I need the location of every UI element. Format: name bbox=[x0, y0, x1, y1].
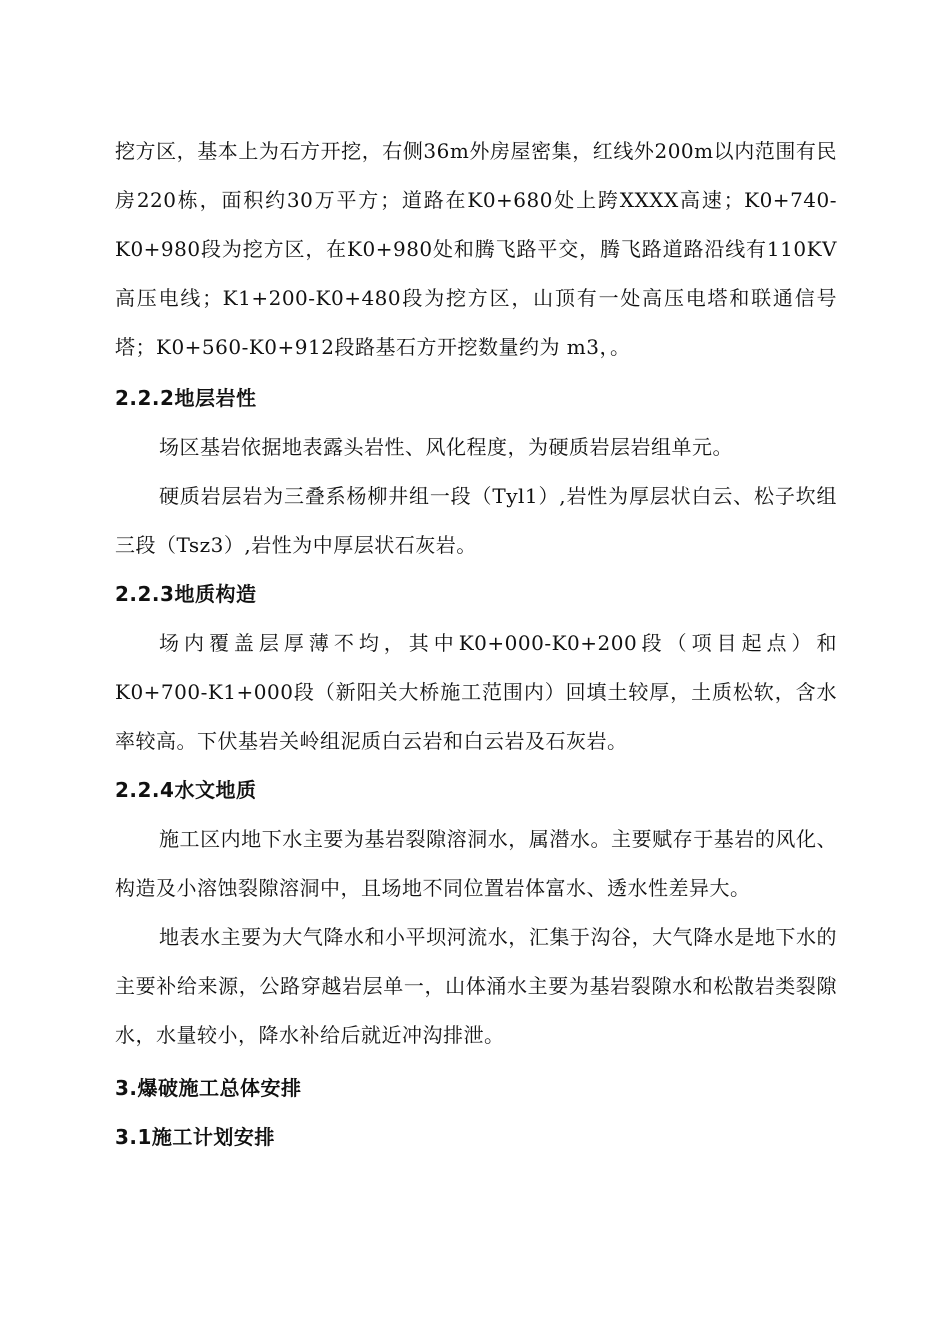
paragraph-overburden-description: 场内覆盖层厚薄不均，其中K0+000-K0+200段（项目起点）和K0+700-K1+000段（新阳关大桥施工范围内）回填土较厚，土质松软，含水率较高。下伏基岩关岭组泥质白云岩和白云岩及石灰岩。 bbox=[115, 631, 837, 753]
paragraph-groundwater: 施工区内地下水主要为基岩裂隙溶洞水，属潜水。主要赋存于基岩的风化、构造及小溶蚀裂隙溶洞中，且场地不同位置岩体富水、透水性差异大。 bbox=[115, 827, 837, 900]
section-heading-construction-plan: 3.1施工计划安排 bbox=[115, 1125, 275, 1149]
section-heading-stratum-lithology: 2.2.2地层岩性 bbox=[115, 386, 257, 410]
document-body bbox=[115, 127, 837, 1162]
paragraph-hard-rock-description: 硬质岩层岩为三叠系杨柳井组一段（Tyl1）,岩性为厚层状白云、松子坎组三段（Tsz3）,岩性为中厚层状石灰岩。 bbox=[115, 484, 837, 557]
paragraph-bedrock-summary: 场区基岩依据地表露头岩性、风化程度，为硬质岩层岩组单元。 bbox=[159, 435, 733, 459]
section-heading-blasting-arrangement: 3.爆破施工总体安排 bbox=[115, 1076, 302, 1100]
section-heading-geological-structure: 2.2.3地质构造 bbox=[115, 582, 257, 606]
paragraph-surface-water: 地表水主要为大气降水和小平坝河流水，汇集于沟谷，大气降水是地下水的主要补给来源，公路穿越岩层单一，山体涌水主要为基岩裂隙水和松散岩类裂隙水，水量较小，降水补给后就近冲沟排泄。 bbox=[115, 925, 837, 1047]
section-heading-hydrogeology: 2.2.4水文地质 bbox=[115, 778, 257, 802]
paragraph-excavation-overview: 挖方区，基本上为石方开挖，右侧36m外房屋密集，红线外200m以内范围有民房220栋，面积约30万平方；道路在K0+680处上跨XXXX高速；K0+740-K0+980段为挖方区，在K0+980处和腾飞路平交，腾飞路道路沿线有110KV高压电线；K1+200-K0+480段为挖方区，山顶有一处高压电塔和联通信号塔；K0+560-K0+912段路基石方开挖数量约为 m3，。 bbox=[115, 139, 837, 359]
